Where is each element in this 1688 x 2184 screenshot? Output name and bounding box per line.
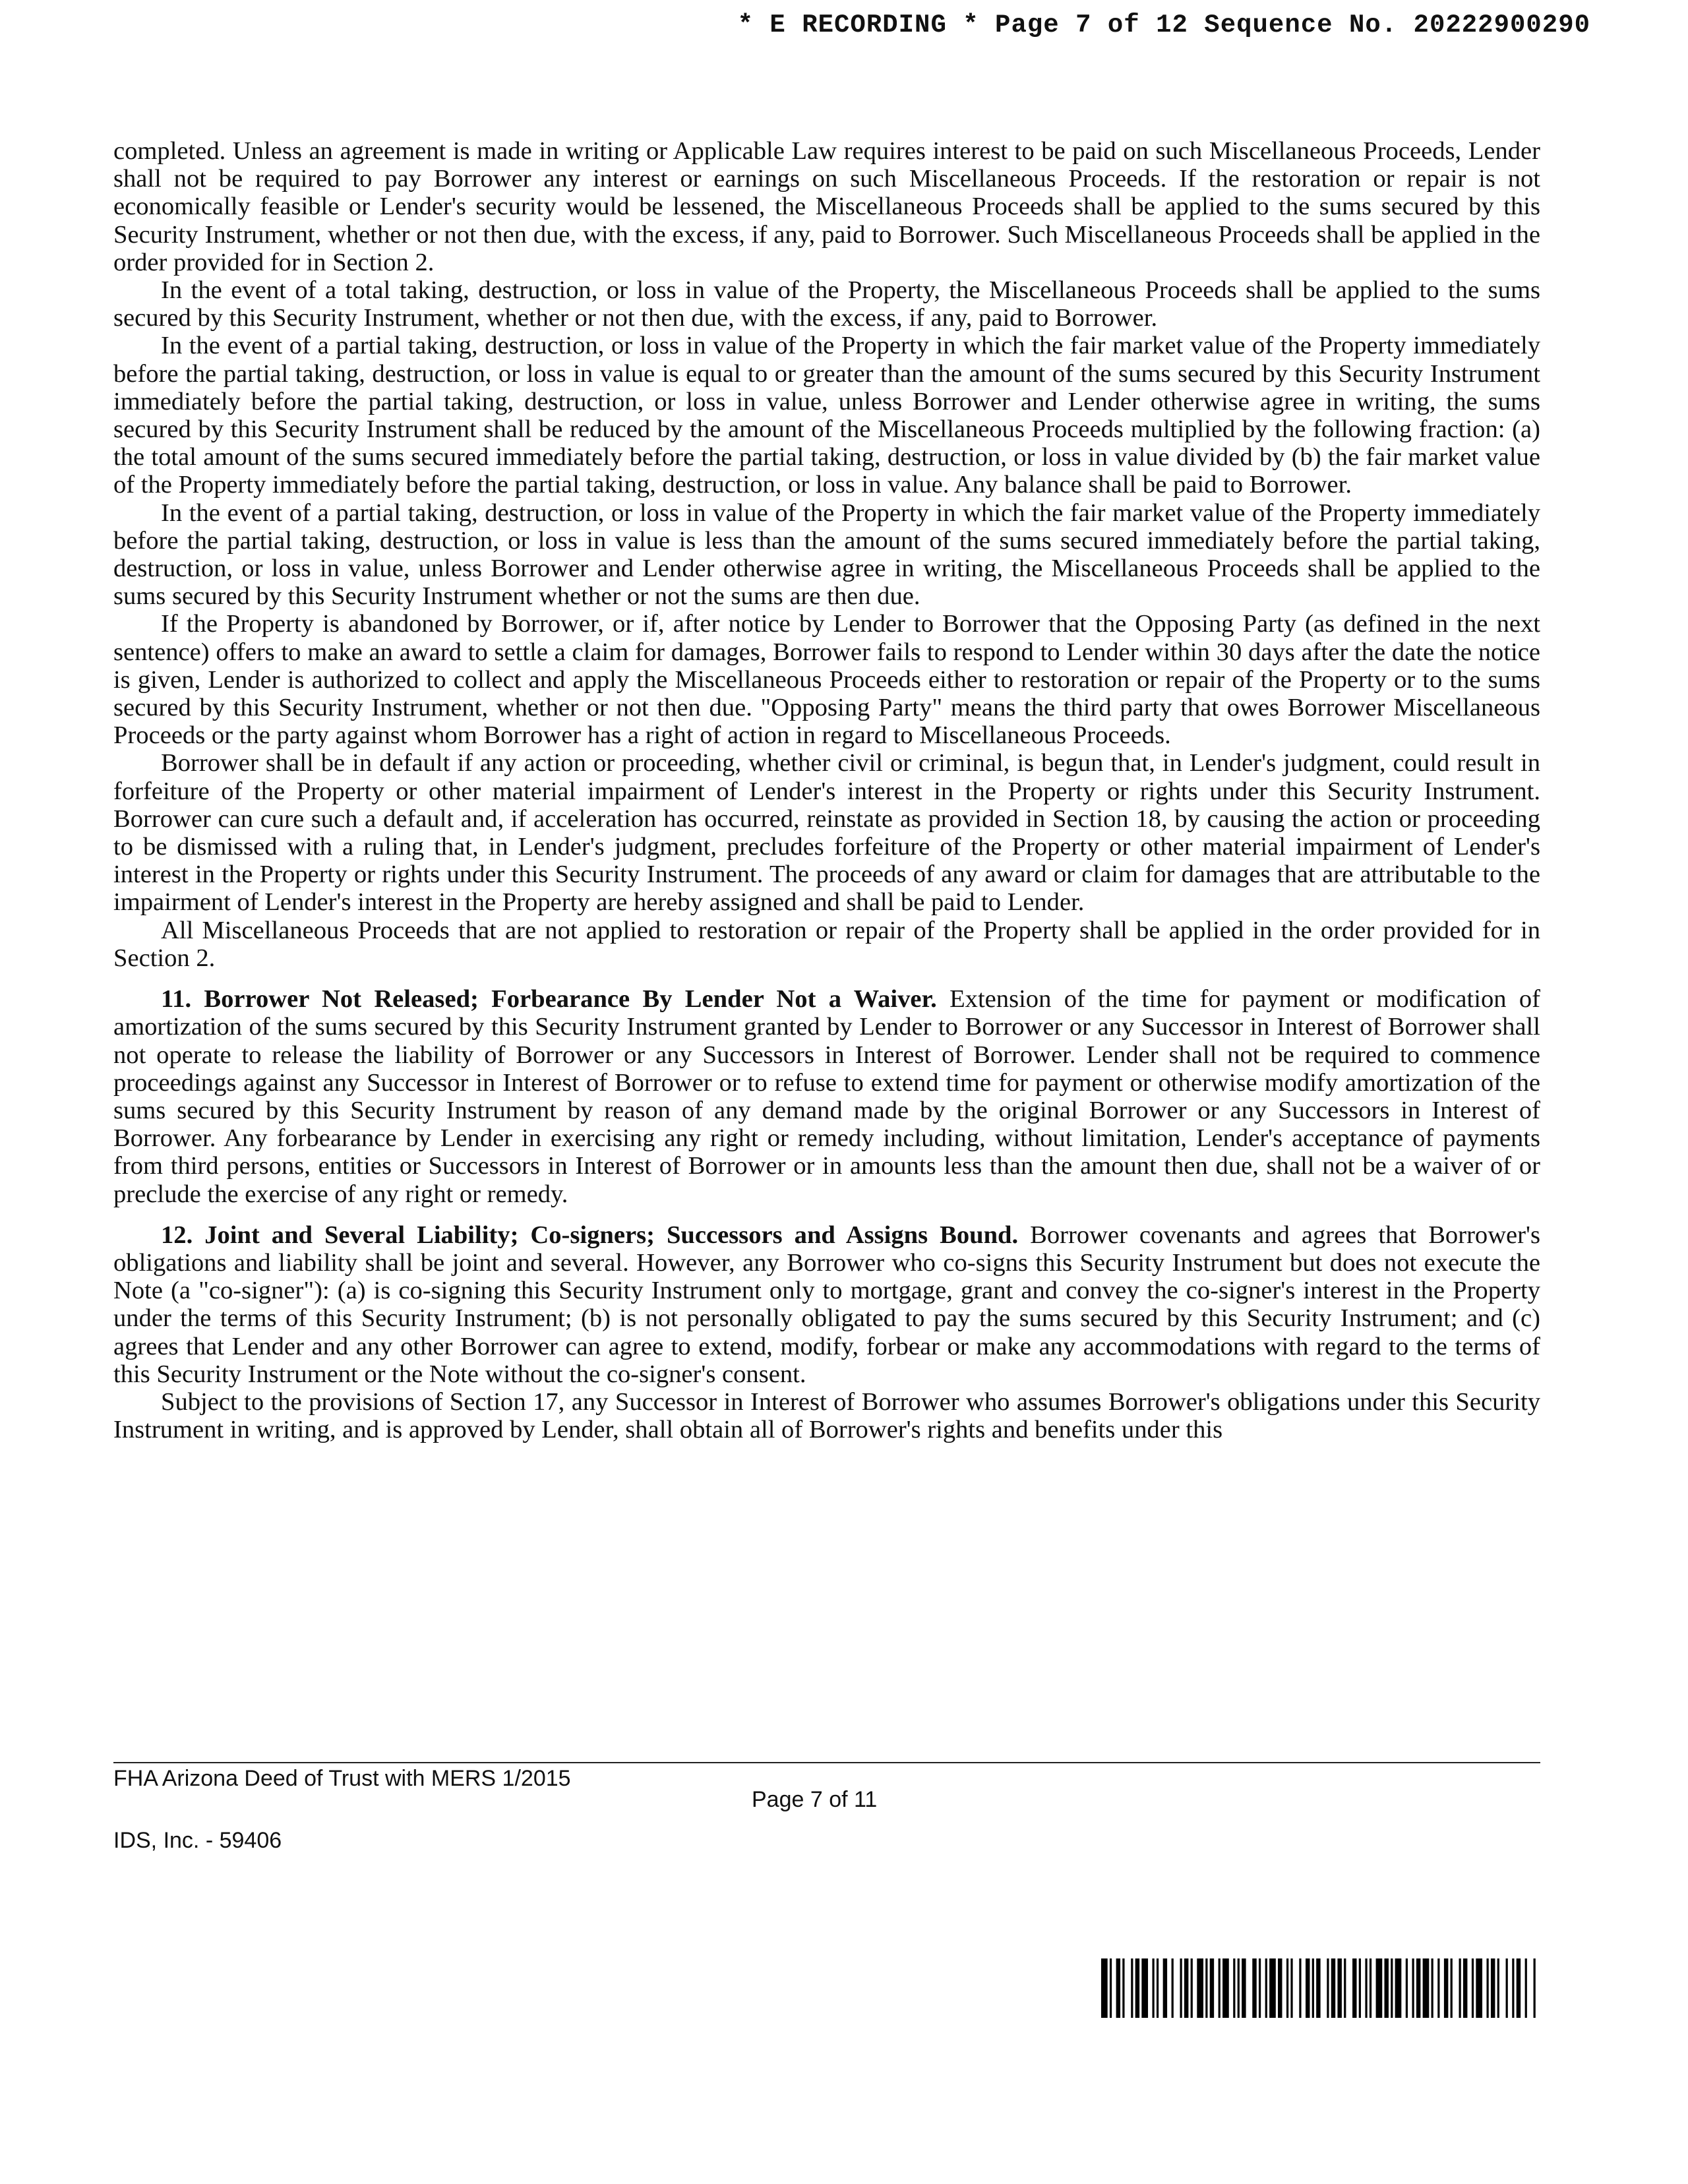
paragraph-all-proceeds: All Miscellaneous Proceeds that are not applied to restoration or repair of the Property shall be applied in the order provided for in Section 2. (113, 916, 1540, 972)
paragraph-partial-taking-greater: In the event of a partial taking, destruction, or loss in value of the Property in which the fair market value of the Property immediately before the partial taking, destruction, or loss in value is equal to or greater than the amount of the sums secured by this Security Instrument immediately before the partial taking, destruction, or loss in value, unless Borrower and Lender otherwise agree in writing, the sums secured by this Security Instrument shall be reduced by the amount of the Miscellaneous Proceeds multiplied by the following fraction: (a) the total amount of the sums secured immediately before the partial taking, destruction, or loss in value divided by (b) the fair market value of the Property immediately before the partial taking, destruction, or loss in value. Any balance shall be paid to Borrower. (113, 332, 1540, 499)
paragraph-total-taking: In the event of a total taking, destruction, or loss in value of the Property, the Miscellaneous Proceeds shall be applied to the sums secured by this Security Instrument, whether or not then due, with the excess, if any, paid to Borrower. (113, 276, 1540, 332)
paragraph-abandoned-property: If the Property is abandoned by Borrower, or if, after notice by Lender to Borrower that the Opposing Party (as defined in the next sentence) offers to make an award to settle a claim for damages, Borrower fails to respond to Lender within 30 days after the date the notice is given, Lender is authorized to collect and apply the Miscellaneous Proceeds either to restoration or repair of the Property or to the sums secured by this Security Instrument, whether or not then due. "Opposing Party" means the third party that owes Borrower Miscellaneous Proceeds or the party against whom Borrower has a right of action in regard to Miscellaneous Proceeds. (113, 610, 1540, 750)
paragraph-completed: completed. Unless an agreement is made in writing or Applicable Law requires interest to be paid on such Miscellaneous Proceeds, Lender shall not be required to pay Borrower any interest or earnings on such Miscellaneous Proceeds. If the restoration or repair is not economically feasible or Lender's security would be lessened, the Miscellaneous Proceeds shall be applied to the sums secured by this Security Instrument, whether or not then due, with the excess, if any, paid to Borrower. Such Miscellaneous Proceeds shall be applied in the order provided for in Section 2. (113, 137, 1540, 276)
paragraph-borrower-default: Borrower shall be in default if any action or proceeding, whether civil or criminal, is begun that, in Lender's judgment, could result in forfeiture of the Property or other material impairment of Lender's interest in the Property or rights under this Security Instrument. Borrower can cure such a default and, if acceleration has occurred, reinstate as provided in Section 18, by causing the action or proceeding to be dismissed with a ruling that, in Lender's judgment, precludes forfeiture of the Property or other material impairment of Lender's interest in the Property or rights under this Security Instrument. The proceeds of any award or claim for damages that are attributable to the impairment of Lender's interest in the Property are hereby assigned and shall be paid to Lender. (113, 749, 1540, 917)
footer-form-name: FHA Arizona Deed of Trust with MERS 1/2015 (113, 1766, 571, 1791)
footer-page-number: Page 7 of 11 (752, 1787, 878, 1812)
footer-vendor: IDS, Inc. - 59406 (113, 1828, 282, 1853)
recording-header: * E RECORDING * Page 7 of 12 Sequence No. 20222900290 (737, 11, 1590, 40)
paragraph-partial-taking-less: In the event of a partial taking, destruction, or loss in value of the Property in which the fair market value of the Property immediately before the partial taking, destruction, or loss in value is less than the amount of the sums secured immediately before the partial taking, destruction, or loss in value, unless Borrower and Lender otherwise agree in writing, the Miscellaneous Proceeds shall be applied to the sums secured by this Security Instrument whether or not the sums are then due. (113, 499, 1540, 611)
document-body (113, 137, 1540, 1443)
section-11-heading: 11. Borrower Not Released; Forbearance By Lender Not a Waiver. (161, 985, 937, 1014)
section-12-heading: 12. Joint and Several Liability; Co-signers; Successors and Assigns Bound. (161, 1221, 1019, 1249)
section-12-text: Borrower covenants and agrees that Borrower's obligations and liability shall be joint and several. However, any Borrower who co-signs this Security Instrument but does not execute the Note (a "co-signer"): (a) is co-signing this Security Instrument only to mortgage, grant and convey the co-signer's interest in the Property under the terms of this Security Instrument; (b) is not personally obligated to pay the sums secured by this Security Instrument; and (c) agrees that Lender and any other Borrower can agree to extend, modify, forbear or make any accommodations with regard to the terms of this Security Instrument or the Note without the co-signer's consent. (113, 1221, 1540, 1388)
section-12 (113, 1221, 1540, 1388)
section-11 (113, 985, 1540, 1208)
section-11-text: Extension of the time for payment or modification of amortization of the sums secured by this Security Instrument granted by Lender to Borrower or any Successor in Interest of Borrower shall not operate to release the liability of Borrower or any Successors in Interest of Borrower. Lender shall not be required to commence proceedings against any Successor in Interest of Borrower or to refuse to extend time for payment or otherwise modify amortization of the sums secured by this Security Instrument by reason of any demand made by the original Borrower or any Successors in Interest of Borrower. Any forbearance by Lender in exercising any right or remedy including, without limitation, Lender's acceptance of payments from third persons, entities or Successors in Interest of Borrower or in amounts less than the amount then due, shall not be a waiver of or preclude the exercise of any right or remedy. (113, 985, 1540, 1208)
barcode-image (1101, 1958, 1538, 2018)
footer-divider (113, 1762, 1540, 1763)
paragraph-successor-in-interest: Subject to the provisions of Section 17, any Successor in Interest of Borrower who assumes Borrower's obligations under this Security Instrument in writing, and is approved by Lender, shall obtain all of Borrower's rights and benefits under this (113, 1387, 1540, 1444)
